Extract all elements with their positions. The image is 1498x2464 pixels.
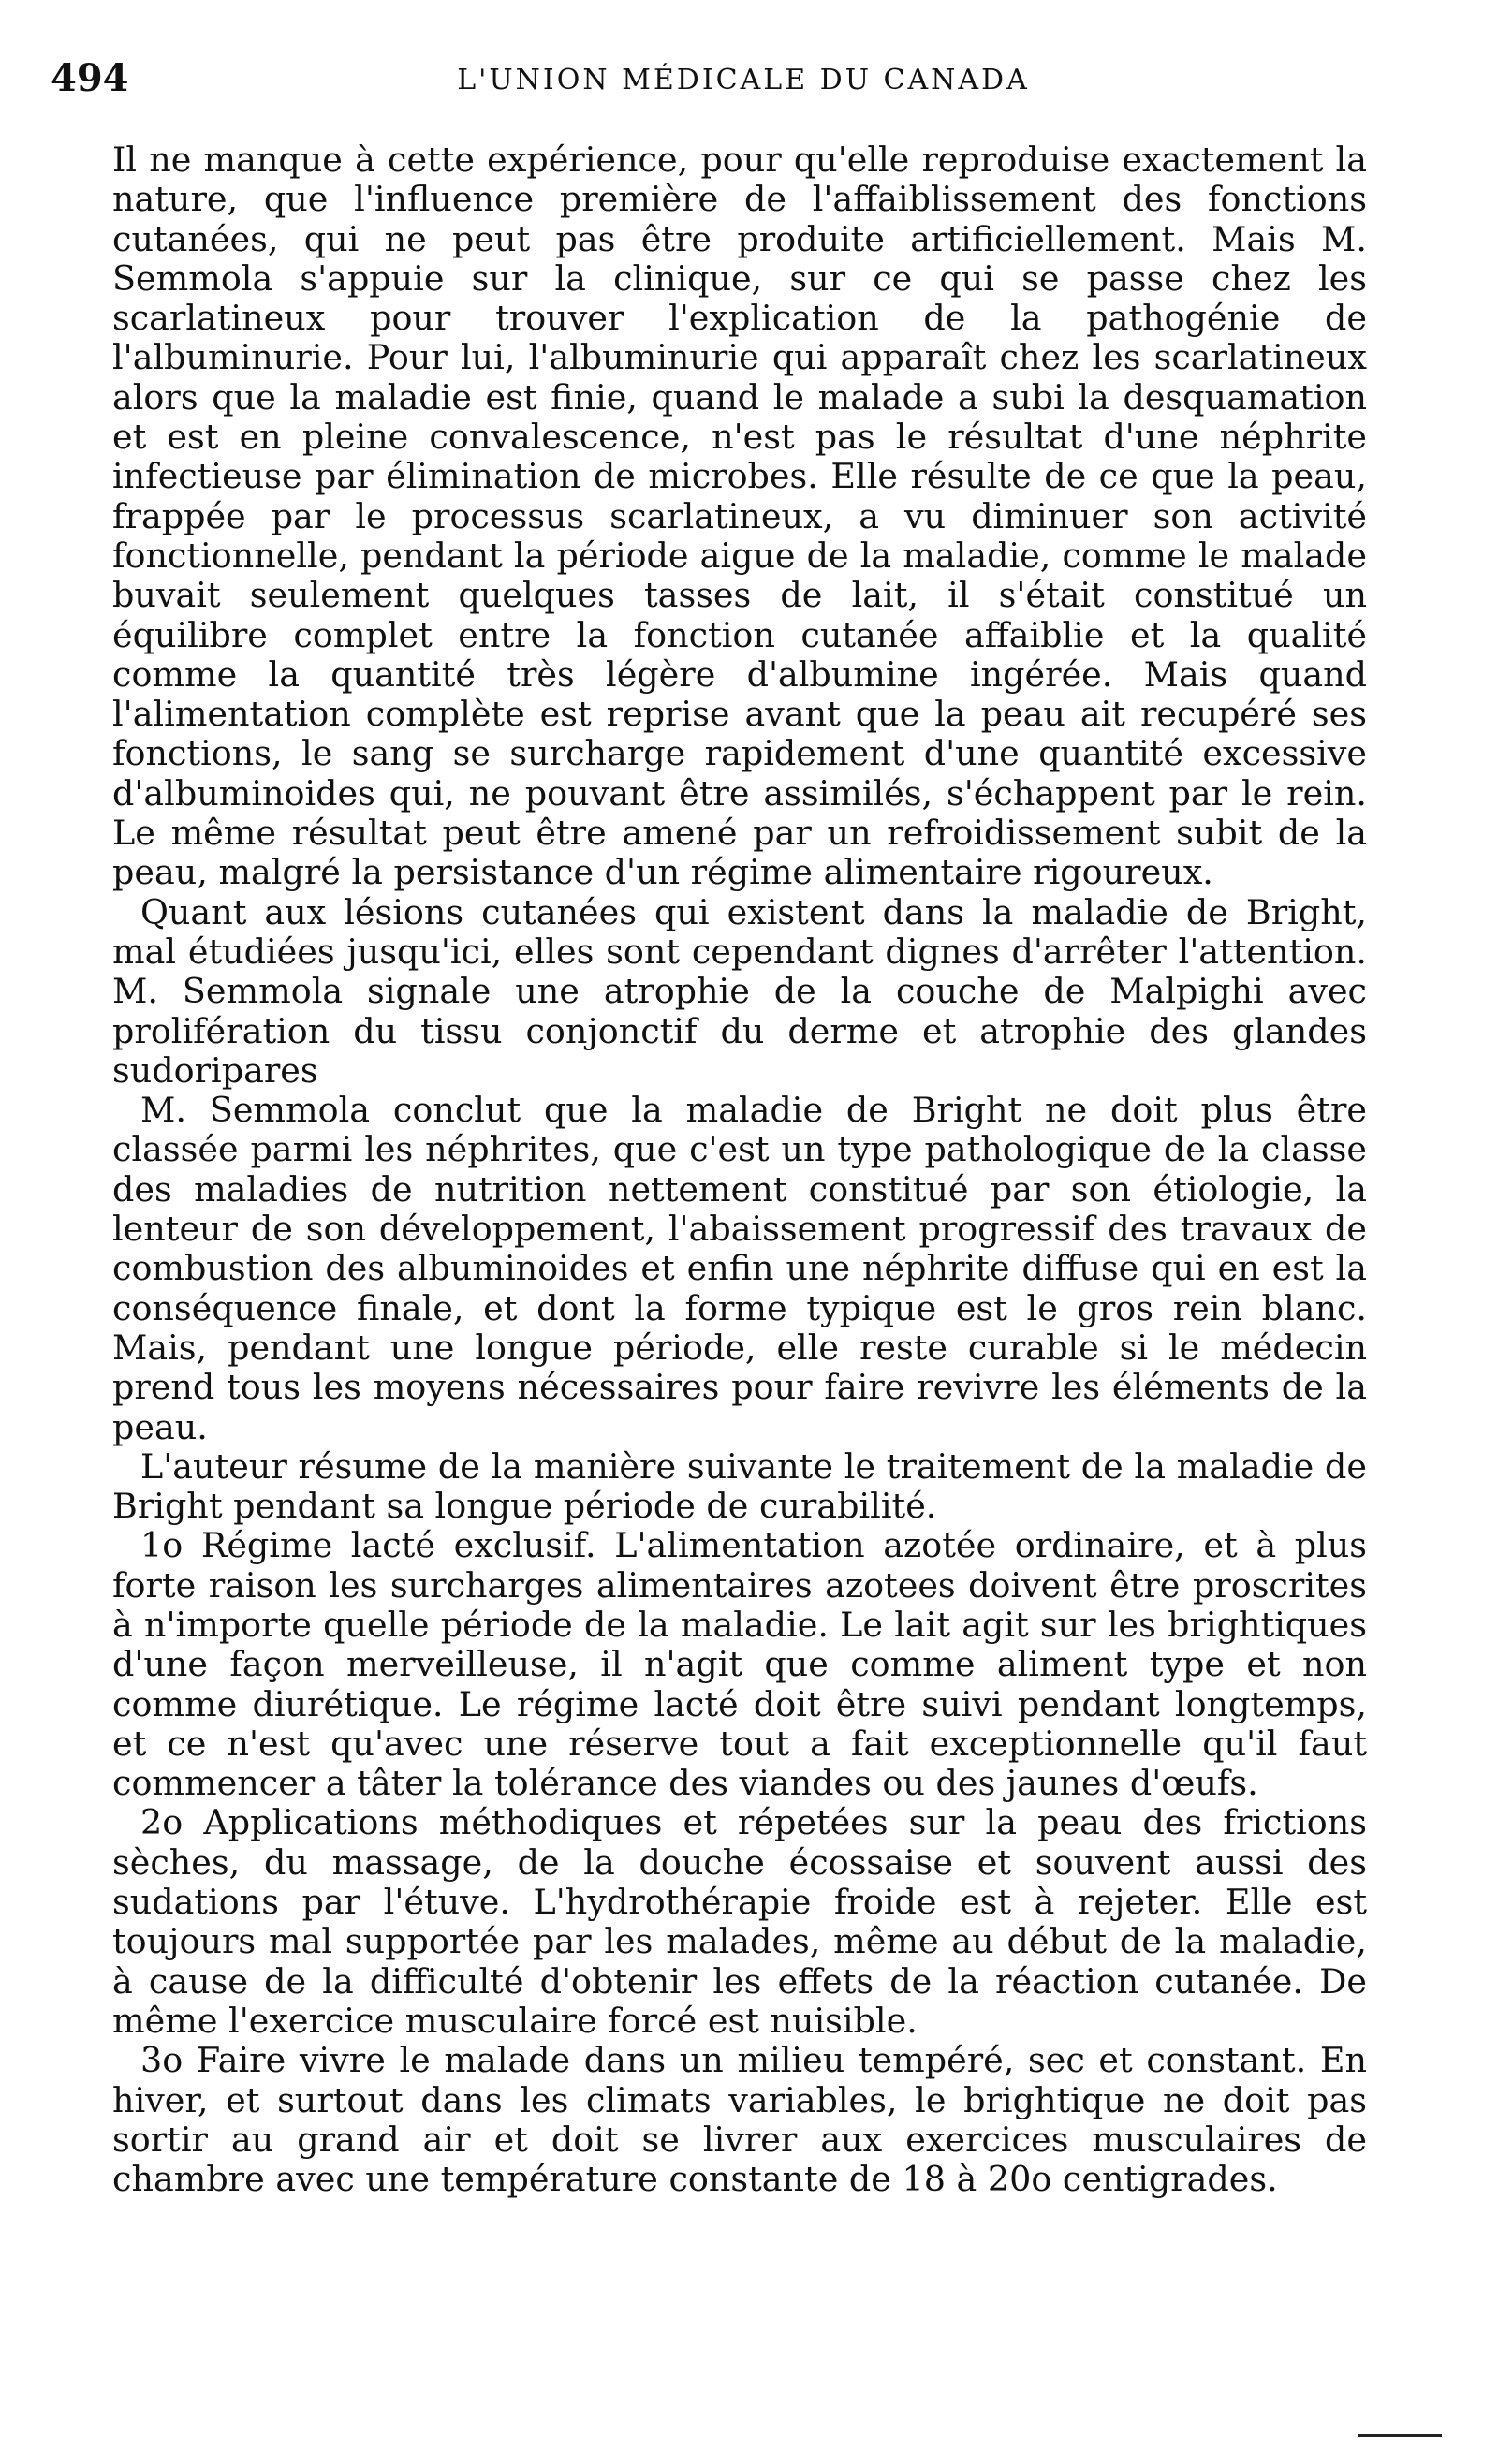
paragraph: 2o Applications méthodiques et répetées sur la peau des frictions sèches, du massage, de la douche écossaise et souvent aussi des sudations par l'étuve. L'hydrothérapie froide est à rejeter. Elle est toujours mal supportée par les malades, même au début de la maladie, à cause de la difficulté d'obtenir les effets de la réaction cutanée. De même l'exercice musculaire forcé est nuisible. bbox=[112, 1802, 1367, 2041]
page-header bbox=[51, 56, 1436, 112]
bottom-rule bbox=[1358, 2434, 1442, 2437]
page-number: 494 bbox=[51, 56, 129, 100]
paragraph: Il ne manque à cette expérience, pour qu'elle reproduise exactement la nature, que l'influence première de l'affaiblissement des fonctions cutanées, qui ne peut pas être produite artificiellement. Mais M. Semmola s'appuie sur la clinique, sur ce qui se passe chez les scarlatineux pour trouver l'explication de la pathogénie de l'albuminurie. Pour lui, l'albuminurie qui apparaît chez les scarlatineux alors que la maladie est finie, quand le malade a subi la desquamation et est en pleine convalescence, n'est pas le résultat d'une néphrite infectieuse par élimination de microbes. Elle résulte de ce que la peau, frappée par le processus scarlatineux, a vu diminuer son activité fonctionnelle, pendant la période aigue de la maladie, comme le malade buvait seulement quelques tasses de lait, il s'était constitué un équilibre complet entre la fonction cutanée affaiblie et la qualité comme la quantité très légère d'albumine ingérée. Mais quand l'alimentation complète est reprise avant que la peau ait recupéré ses fonctions, le sang se surcharge rapidement d'une quantité excessive d'albuminoides qui, ne pouvant être assimilés, s'échappent par le rein. Le même résultat peut être amené par un refroidissement subit de la peau, malgré la persistance d'un régime alimentaire rigoureux. bbox=[112, 139, 1367, 893]
paragraph: 1o Régime lacté exclusif. L'alimentation azotée ordinaire, et à plus forte raison les surcharges alimentaires azotees doivent être proscrites à n'importe quelle période de la maladie. Le lait agit sur les brightiques d'une façon merveilleuse, il n'agit que comme aliment type et non comme diurétique. Le régime lacté doit être suivi pendant longtemps, et ce n'est qu'avec une réserve tout a fait exceptionnelle qu'il faut commencer a tâter la tolérance des viandes ou des jaunes d'œufs. bbox=[112, 1525, 1367, 1804]
paragraph: L'auteur résume de la manière suivante le traitement de la maladie de Bright pendant sa longue période de curabilité. bbox=[112, 1445, 1367, 1527]
paragraph: 3o Faire vivre le malade dans un milieu tempéré, sec et constant. En hiver, et surtout dans les climats variables, le brightique ne doit pas sortir au grand air et doit se livrer aux exercices musculaires de chambre avec une température constante de 18 à 20o centigrades. bbox=[112, 2040, 1367, 2200]
running-head: L'UNION MÉDICALE DU CANADA bbox=[457, 64, 1030, 96]
paragraph: M. Semmola conclut que la maladie de Bright ne doit plus être classée parmi les néphrites, que c'est un type pathologique de la classe des maladies de nutrition nettement constitué par son étiologie, la lenteur de son développement, l'abaissement progressif des travaux de combustion des albuminoides et enfin une néphrite diffuse qui en est la conséquence finale, et dont la forme typique est le gros rein blanc. Mais, pendant une longue période, elle reste curable si le médecin prend tous les moyens nécessaires pour faire revivre les éléments de la peau. bbox=[112, 1090, 1367, 1447]
article-body bbox=[112, 140, 1367, 2199]
paragraph: Quant aux lésions cutanées qui existent dans la maladie de Bright, mal étudiées jusqu'ici, elles sont cependant dignes d'arrêter l'attention. M. Semmola signale une atrophie de la couche de Malpighi avec prolifération du tissu conjonctif du derme et atrophie des glandes sudoripares bbox=[112, 891, 1367, 1091]
